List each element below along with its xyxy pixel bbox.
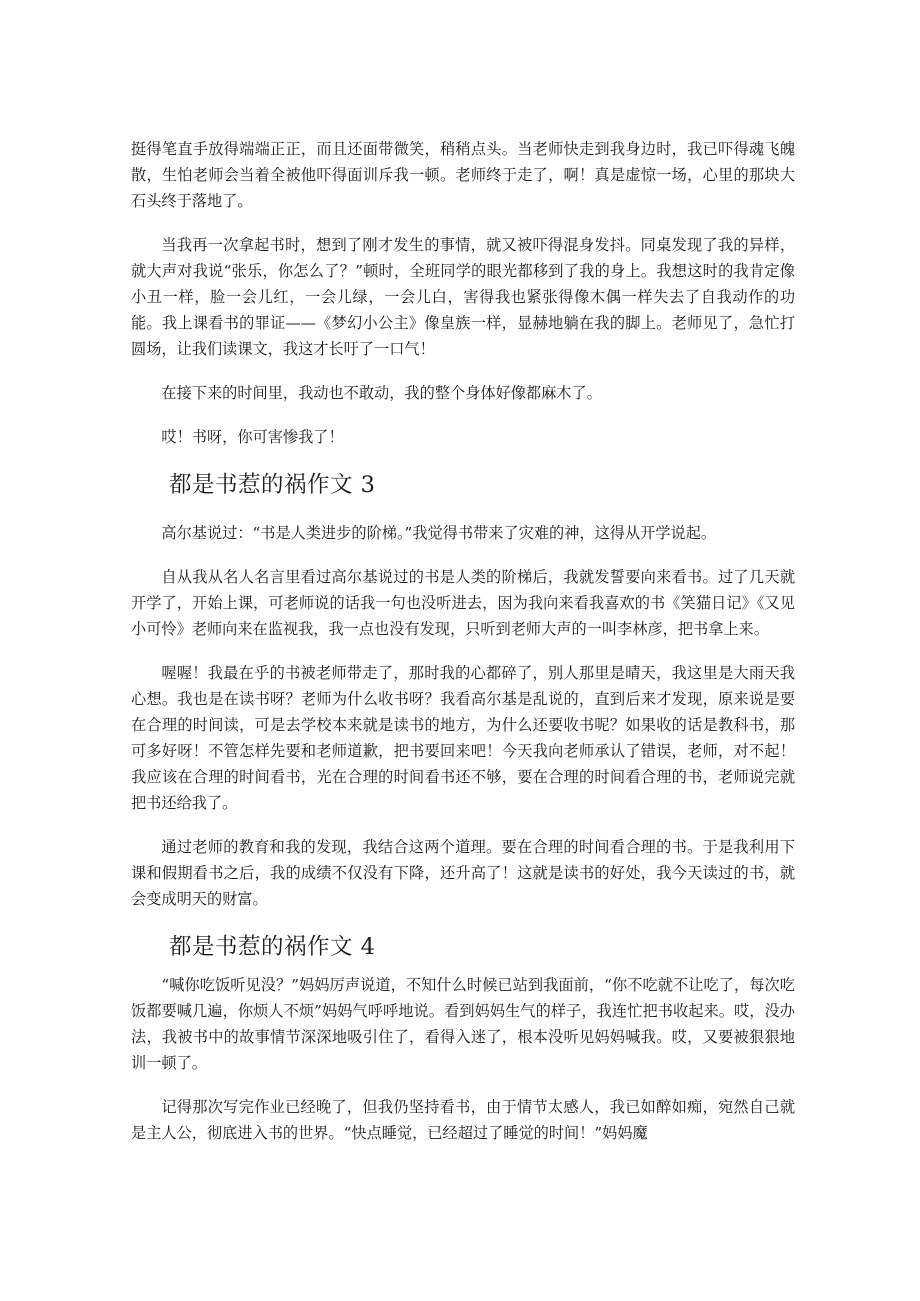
paragraph-2: 当我再一次拿起书时，想到了刚才发生的事情，就又被吓得混身发抖。同桌发现了我的异样，就大声对我说“张乐，你怎么了？”顿时，全班同学的眼光都移到了我的身上。我想这时的我肯定像小丑一样，脸一会儿红，一会儿绿，一会儿白，害得我也紧张得像木偶一样失去了自我动作的功能。我上课看书的罪证——《梦幻小公主》像皇族一样，显赫地躺在我的脚上。老师见了，急忙打圆场，让我们读课文，我这才长吁了一口气！ xyxy=(131,236,795,358)
paragraph-8: 通过老师的教育和我的发现，我结合这两个道理。要在合理的时间看合理的书。于是我利用下课和假期看书之后，我的成绩不仅没有下降，还升高了！这就是读书的好处，我今天读过的书，就会变成明天的财富。 xyxy=(131,838,795,908)
paragraph-7: 喔喔！我最在乎的书被老师带走了，那时我的心都碎了，别人那里是晴天，我这里是大雨天我心想。我也是在读书呀？老师为什么收书呀？我看高尔基是乱说的，直到后来才发现，原来说是要在合理的时间读，可是去学校本来就是读书的地方，为什么还要收书呢？如果收的话是教科书，那可多好呀！不管怎样先要和老师道歉，把书要回来吧！今天我向老师承认了错误，老师，对不起！我应该在合理的时间看书，光在合理的时间看书还不够，要在合理的时间看合理的书，老师说完就把书还给我了。 xyxy=(131,664,795,812)
paragraph-3: 在接下来的时间里，我动也不敢动，我的整个身体好像都麻木了。 xyxy=(161,384,602,402)
paragraph-1: 挺得笔直手放得端端正正，而且还面带微笑，稍稍点头。当老师快走到我身边时，我已吓得魂飞魄散，生怕老师会当着全被他吓得面训斥我一顿。老师终于走了，啊！真是虚惊一场，心里的那块大石头终于落地了。 xyxy=(131,140,795,210)
section-heading-3: 都是书惹的祸作文 3 xyxy=(169,472,376,498)
section-heading-4: 都是书惹的祸作文 4 xyxy=(169,934,376,960)
paragraph-4: 哎！书呀，你可害惨我了！ xyxy=(161,428,344,446)
document-page xyxy=(131,136,795,1164)
paragraph-6: 自从我从名人名言里看过高尔基说过的书是人类的阶梯后，我就发誓要向来看书。过了几天就开学了，开始上课，可老师说的话我一句也没听进去，因为我向来看我喜欢的书《笑猫日记》《又见小可怜》老师向来在监视我，我一点也没有发现，只听到老师大声的一叫李林彦，把书拿上来。 xyxy=(131,568,795,638)
paragraph-9: “喊你吃饭听见没？”妈妈厉声说道，不知什么时候已站到我面前，“你不吃就不让吃了，每次吃饭都要喊几遍，你烦人不烦”妈妈气呼呼地说。看到妈妈生气的样子，我连忙把书收起来。哎，没办法，我被书中的故事情节深深地吸引住了，看得入迷了，根本没听见妈妈喊我。哎，又要被狠狠地训一顿了。 xyxy=(131,976,795,1072)
paragraph-5: 高尔基说过：“书是人类进步的阶梯。”我觉得书带来了灾难的神，这得从开学说起。 xyxy=(161,524,717,542)
paragraph-10: 记得那次写完作业已经晚了，但我仍坚持看书，由于情节太感人，我已如醉如痴，宛然自己就是主人公，彻底进入书的世界。“快点睡觉，已经超过了睡觉的时间！”妈妈魔 xyxy=(131,1098,795,1142)
